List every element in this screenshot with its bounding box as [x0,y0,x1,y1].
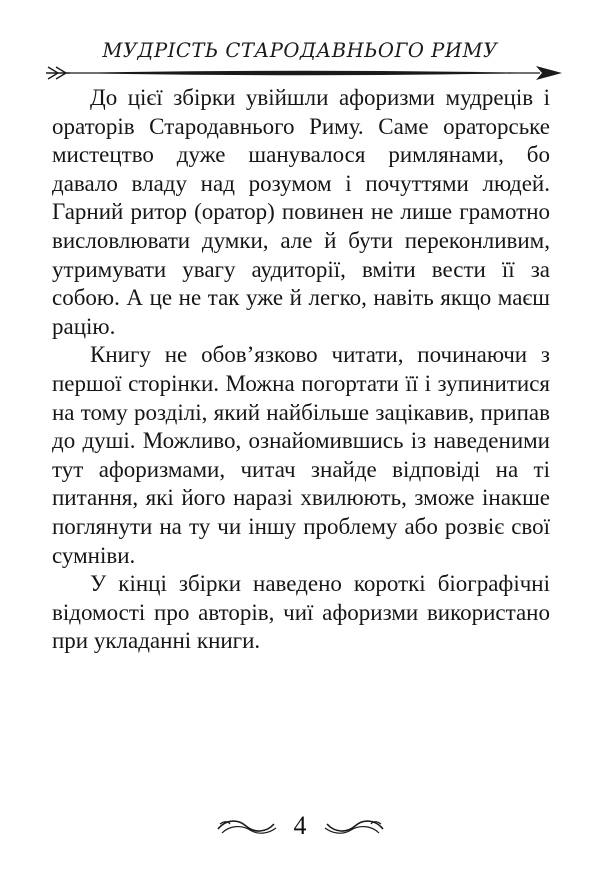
flourish-right-icon [323,815,385,837]
running-head: МУДРІСТЬ СТАРОДАВНЬОГО РИМУ [102,38,498,62]
page-number: 4 [293,811,307,840]
page-footer [200,806,400,846]
paragraph-3: У кінці збірки наведено короткі біографічні відомості про авторів, чиї афоризми використано при укладанні книги. [52,571,550,654]
flourish-left-icon [216,815,278,837]
paragraph-2: Книгу не обов’язково читати, починаючи з першої сторінки. Можна погортати її і зупинитися на тому розділі, який найбільше зацікавив, припав до душі. Можливо, ознайомившись із наведеними тут афоризмами, читач знайде відповіді на ті питання, які його наразі хвилюють, зможе інакше поглянути на ту чи іншу проблему або розвіє свої сумніви. [52,342,550,568]
body-text [52,84,550,656]
paragraph-1: До цієї збірки увійшли афоризми мудреців і ораторів Стародавнього Риму. Саме ораторське мистецтво дуже шанувалося римлянами, бо давало владу над розумом і почуттями людей. Гарний ритор (оратор) повинен не лише грамотно висловлювати думки, але й бути переконливим, утримувати увагу аудиторії, вміти вести її за собою. А це не так уже й легко, навіть якщо маєш рацію. [52,85,550,339]
arrow-rule-icon [44,62,564,84]
